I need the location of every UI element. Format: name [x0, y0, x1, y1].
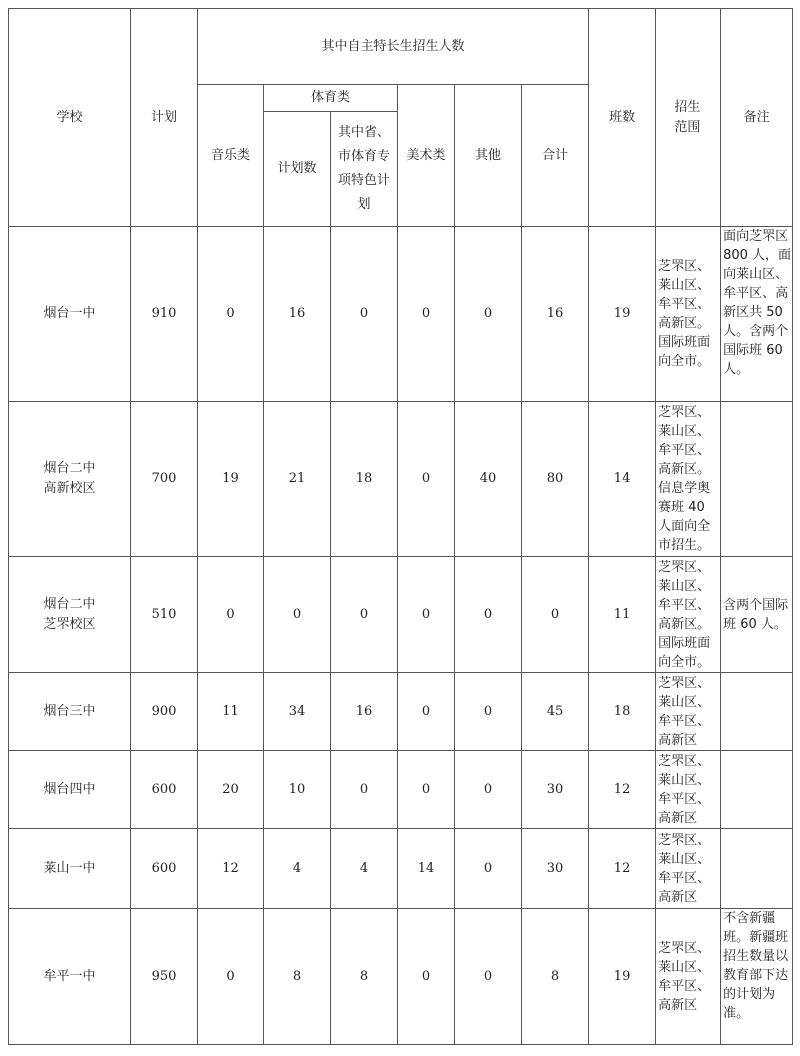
other-cell: 0: [455, 673, 522, 751]
classes-cell: 12: [589, 751, 656, 829]
note-cell: [721, 402, 793, 557]
plan-cell: 900: [131, 673, 198, 751]
plan-cell: 910: [131, 227, 198, 402]
other-cell: 0: [455, 227, 522, 402]
music-cell: 12: [198, 829, 264, 909]
subtotal-cell: 8: [522, 909, 589, 1045]
other-cell: 0: [455, 909, 522, 1045]
header-scope-text: 招生范围: [674, 99, 701, 135]
header-note: 备注: [721, 9, 793, 227]
header-special-total: 其中自主特长生招生人数: [198, 9, 589, 85]
music-cell: 11: [198, 673, 264, 751]
sports-special-cell: 4: [331, 829, 398, 909]
art-cell: 14: [398, 829, 455, 909]
scope-cell: 芝罘区、莱山区、牟平区、高新区: [656, 909, 721, 1045]
header-other: 其他: [455, 85, 522, 227]
table-row: [9, 557, 793, 673]
subtotal-cell: 80: [522, 402, 589, 557]
enrollment-table-container: [8, 8, 793, 1045]
art-cell: 0: [398, 909, 455, 1045]
header-sports-special: [331, 112, 398, 227]
music-cell: 0: [198, 227, 264, 402]
school-cell: [9, 557, 131, 673]
scope-cell: 芝罘区、莱山区、牟平区、高新区。国际班面向全市。: [656, 557, 721, 673]
note-cell: 不含新疆班。新疆班招生数量以教育部下达的计划为准。: [721, 909, 793, 1045]
header-sports-plan: 计划数: [264, 112, 331, 227]
scope-cell: 芝罘区、莱山区、牟平区、高新区: [656, 829, 721, 909]
art-cell: 0: [398, 673, 455, 751]
header-sports-special-text: 其中省、市体育专项特色计划: [337, 125, 390, 212]
school-cell: [9, 673, 131, 751]
classes-cell: 11: [589, 557, 656, 673]
music-cell: 19: [198, 402, 264, 557]
subtotal-cell: 16: [522, 227, 589, 402]
table-row: [9, 673, 793, 751]
sports-special-cell: 8: [331, 909, 398, 1045]
school-name: 牟平一中: [43, 968, 96, 984]
scope-cell: 芝罘区、莱山区、牟平区、高新区。信息学奥赛班 40 人面向全市招生。: [656, 402, 721, 557]
header-scope: [656, 9, 721, 227]
sports-special-cell: 16: [331, 673, 398, 751]
subtotal-cell: 30: [522, 751, 589, 829]
sports-special-cell: 18: [331, 402, 398, 557]
other-cell: 0: [455, 751, 522, 829]
note-cell: [721, 829, 793, 909]
school-name: 烟台二中芝罘校区: [43, 596, 96, 632]
school-name: 烟台四中: [43, 781, 96, 797]
music-cell: 20: [198, 751, 264, 829]
sports-plan-cell: 4: [264, 829, 331, 909]
enrollment-table: [8, 8, 793, 1045]
table-row: [9, 227, 793, 402]
school-cell: [9, 402, 131, 557]
scope-cell: 芝罘区、莱山区、牟平区、高新区: [656, 751, 721, 829]
classes-cell: 19: [589, 909, 656, 1045]
sports-plan-cell: 8: [264, 909, 331, 1045]
header-art: 美术类: [398, 85, 455, 227]
table-row: [9, 829, 793, 909]
header-subtotal: 合计: [522, 85, 589, 227]
plan-cell: 600: [131, 829, 198, 909]
classes-cell: 18: [589, 673, 656, 751]
sports-plan-cell: 34: [264, 673, 331, 751]
header-school: 学校: [9, 9, 131, 227]
subtotal-cell: 0: [522, 557, 589, 673]
subtotal-cell: 45: [522, 673, 589, 751]
plan-cell: 950: [131, 909, 198, 1045]
school-name: 烟台二中高新校区: [43, 461, 96, 496]
school-cell: [9, 909, 131, 1045]
header-row-1: [9, 9, 793, 85]
classes-cell: 19: [589, 227, 656, 402]
note-cell: [721, 751, 793, 829]
classes-cell: 14: [589, 402, 656, 557]
sports-plan-cell: 16: [264, 227, 331, 402]
sports-special-cell: 0: [331, 751, 398, 829]
school-name: 烟台三中: [43, 703, 96, 719]
header-sports: 体育类: [264, 85, 398, 112]
school-cell: [9, 829, 131, 909]
header-classes: 班数: [589, 9, 656, 227]
art-cell: 0: [398, 557, 455, 673]
sports-plan-cell: 10: [264, 751, 331, 829]
plan-cell: 510: [131, 557, 198, 673]
other-cell: 0: [455, 557, 522, 673]
art-cell: 0: [398, 227, 455, 402]
subtotal-cell: 30: [522, 829, 589, 909]
note-cell: 含两个国际班 60 人。: [721, 557, 793, 673]
sports-plan-cell: 21: [264, 402, 331, 557]
sports-special-cell: 0: [331, 557, 398, 673]
music-cell: 0: [198, 909, 264, 1045]
table-row: [9, 402, 793, 557]
header-music: 音乐类: [198, 85, 264, 227]
sports-plan-cell: 0: [264, 557, 331, 673]
table-body: [9, 227, 793, 1045]
classes-cell: 12: [589, 829, 656, 909]
music-cell: 0: [198, 557, 264, 673]
school-cell: [9, 751, 131, 829]
art-cell: 0: [398, 402, 455, 557]
scope-cell: 芝罘区、莱山区、牟平区、高新区: [656, 673, 721, 751]
school-name: 莱山一中: [43, 860, 96, 876]
table-row: [9, 909, 793, 1045]
school-cell: [9, 227, 131, 402]
other-cell: 40: [455, 402, 522, 557]
note-cell: 面向芝罘区 800 人，面向莱山区、牟平区、高新区共 50 人。含两个国际班 60 人。: [721, 227, 793, 402]
art-cell: 0: [398, 751, 455, 829]
sports-special-cell: 0: [331, 227, 398, 402]
table-row: [9, 751, 793, 829]
other-cell: 0: [455, 829, 522, 909]
note-cell: [721, 673, 793, 751]
school-name: 烟台一中: [43, 306, 96, 321]
scope-cell: 芝罘区、莱山区、牟平区、高新区。国际班面向全市。: [656, 227, 721, 402]
plan-cell: 700: [131, 402, 198, 557]
plan-cell: 600: [131, 751, 198, 829]
header-plan: 计划: [131, 9, 198, 227]
